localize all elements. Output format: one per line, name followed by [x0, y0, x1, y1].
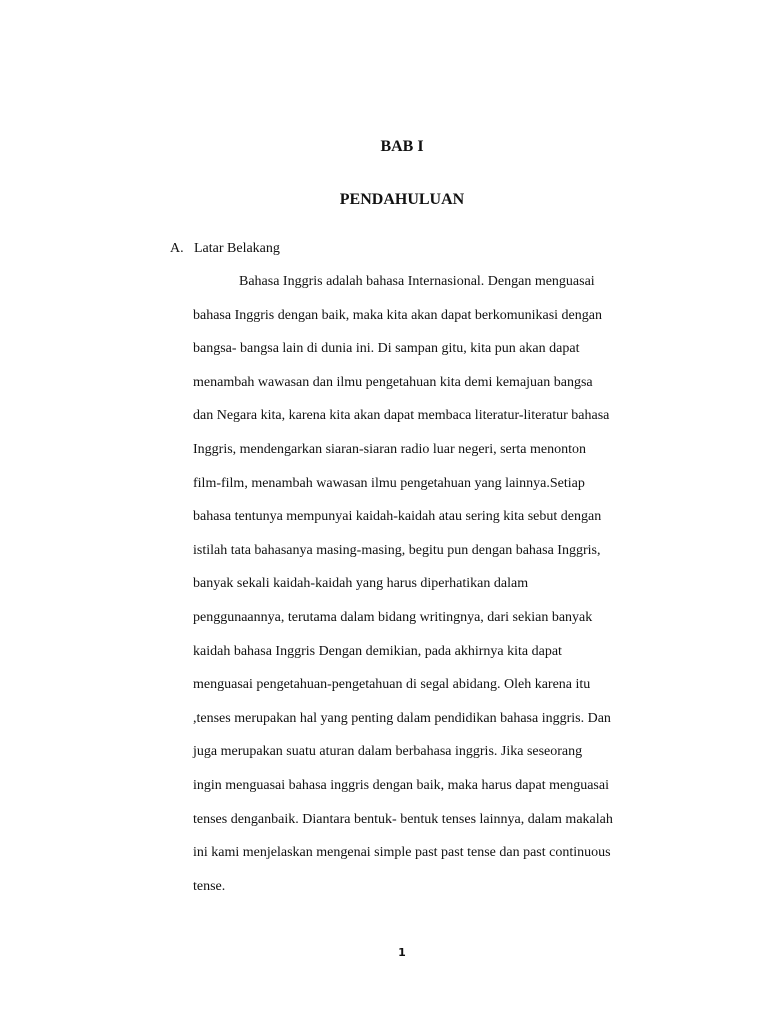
body-paragraph: [193, 272, 613, 910]
paragraph-line: istilah tata bahasanya masing-masing, begitu pun dengan bahasa Inggris,: [193, 542, 601, 558]
paragraph-line: bahasa tentunya mempunyai kaidah-kaidah atau sering kita sebut dengan: [193, 509, 602, 525]
paragraph-line: tense.: [193, 878, 226, 894]
paragraph-line: bahasa Inggris dengan baik, maka kita akan dapat berkomunikasi dengan: [193, 307, 602, 323]
paragraph-line: ini kami menjelaskan mengenai simple past past tense dan past continuous: [193, 845, 611, 861]
paragraph-line: menguasai pengetahuan-pengetahuan di segal abidang. Oleh karena itu: [193, 677, 591, 693]
chapter-title: PENDAHULUAN: [339, 191, 465, 208]
section-title: Latar Belakang: [194, 241, 280, 256]
paragraph-line: ingin menguasai bahasa inggris dengan baik, maka harus dapat menguasai: [193, 777, 609, 793]
paragraph-line: Inggris, mendengarkan siaran-siaran radio luar negeri, serta menonton: [193, 441, 587, 457]
paragraph-line: penggunaannya, terutama dalam bidang writingnya, dari sekian banyak: [193, 609, 593, 625]
paragraph-line: ,tenses merupakan hal yang penting dalam pendidikan bahasa inggris. Dan: [193, 710, 611, 726]
paragraph-line: banyak sekali kaidah-kaidah yang harus diperhatikan dalam: [193, 576, 529, 592]
paragraph-line: kaidah bahasa Inggris Dengan demikian, pada akhirnya kita dapat: [193, 643, 562, 659]
paragraph-line: Bahasa Inggris adalah bahasa Internasional. Dengan menguasai: [239, 274, 595, 289]
chapter-heading: BAB I: [380, 138, 424, 155]
page-number: 1: [398, 946, 406, 959]
section-heading: [170, 239, 280, 259]
paragraph-line: bangsa- bangsa lain di dunia ini. Di sampan gitu, kita pun akan dapat: [193, 341, 580, 357]
paragraph-line: dan Negara kita, karena kita akan dapat membaca literatur-literatur bahasa: [193, 408, 610, 424]
paragraph-line: film-film, menambah wawasan ilmu pengetahuan yang lainnya.Setiap: [193, 475, 585, 491]
paragraph-line: tenses denganbaik. Diantara bentuk- bentuk tenses lainnya, dalam makalah: [193, 811, 613, 827]
paragraph-line: menambah wawasan dan ilmu pengetahuan kita demi kemajuan bangsa: [193, 374, 593, 390]
section-letter: A.: [170, 241, 184, 256]
paragraph-line: juga merupakan suatu aturan dalam berbahasa inggris. Jika seseorang: [193, 744, 583, 760]
